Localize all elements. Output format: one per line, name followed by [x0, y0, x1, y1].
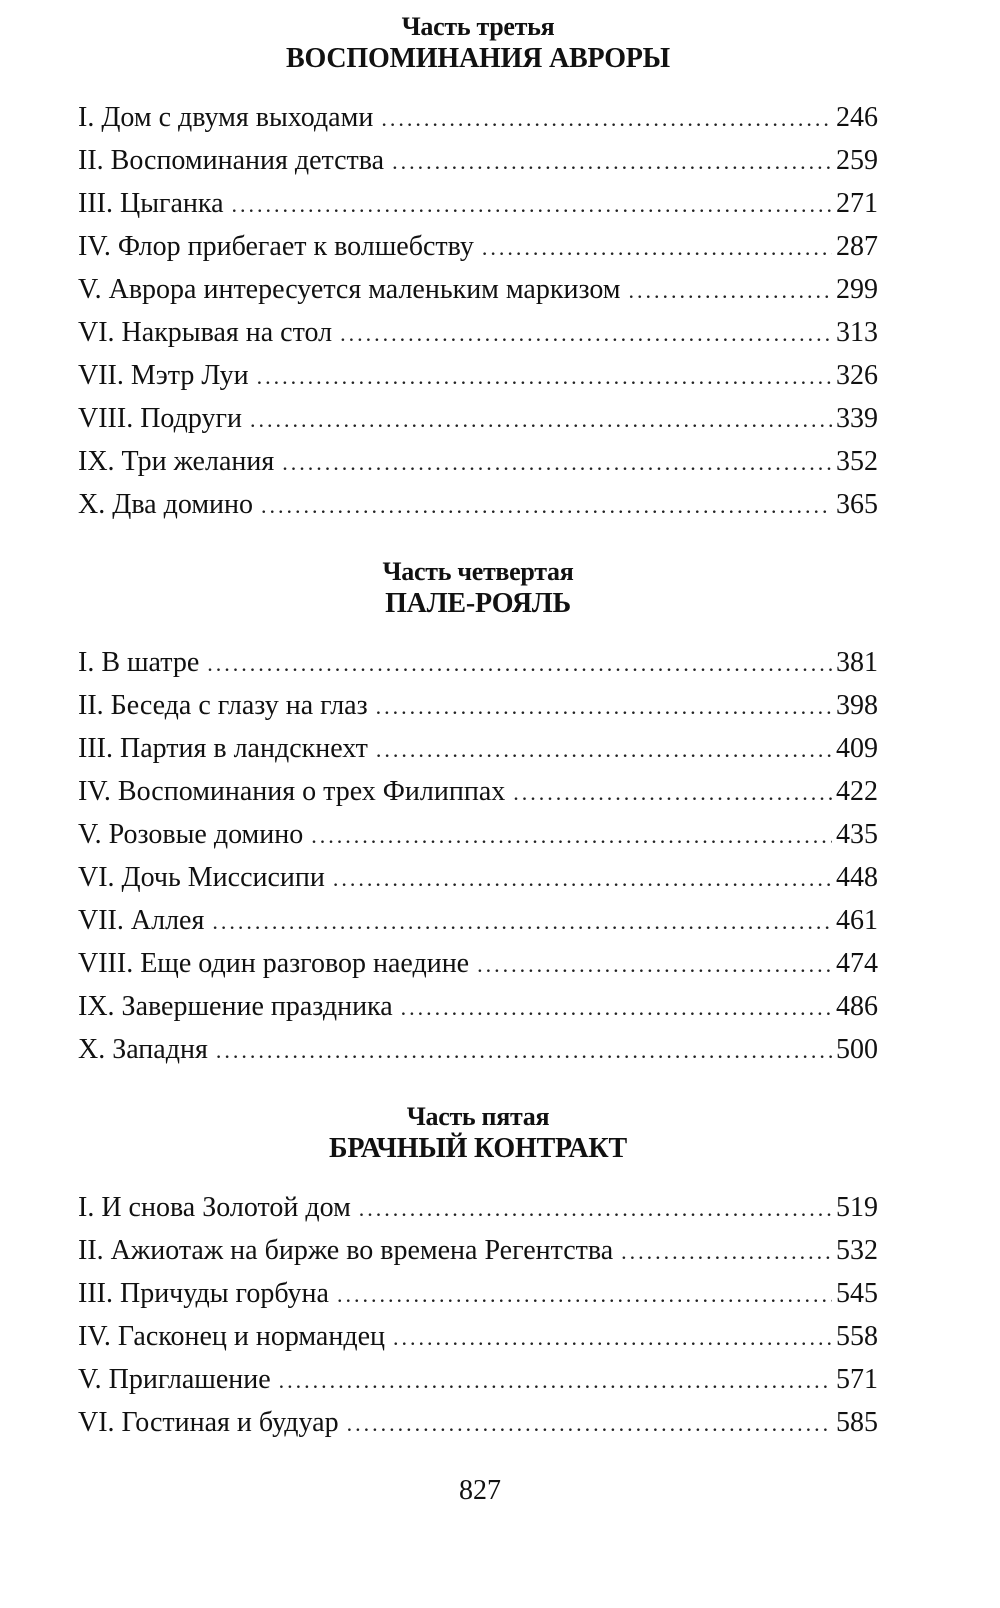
entry-title: II. Беседа с глазу на глаз	[78, 690, 368, 721]
entry-title: V. Аврора интересуется маленьким маркизом	[78, 274, 621, 305]
dot-leader	[381, 97, 832, 140]
toc-entry	[78, 684, 878, 727]
dot-leader	[207, 642, 832, 685]
entry-title: IX. Завершение праздника	[78, 991, 393, 1022]
page-folio-number: 827	[459, 1475, 501, 1506]
page-number: 398	[836, 690, 878, 721]
toc-entry	[78, 311, 878, 354]
entry-title: V. Приглашение	[78, 1364, 271, 1395]
dot-leader	[333, 857, 832, 900]
toc-entry	[78, 1028, 878, 1071]
dot-leader	[482, 226, 832, 269]
page-number: 545	[836, 1278, 878, 1309]
page-number: 313	[836, 317, 878, 348]
dot-leader	[212, 900, 832, 943]
page-number: 532	[836, 1235, 878, 1266]
entry-title: V. Розовые домино	[78, 819, 304, 850]
toc-entry	[78, 1229, 878, 1272]
entry-title: VII. Мэтр Луи	[78, 360, 249, 391]
dot-leader	[337, 1273, 832, 1316]
dot-leader	[311, 814, 832, 857]
toc-entry	[78, 641, 878, 684]
toc-entry	[78, 1186, 878, 1229]
entry-title: III. Причуды горбуна	[78, 1278, 329, 1309]
toc-list	[78, 641, 878, 1071]
dot-leader	[401, 986, 832, 1029]
part-title: ПАЛЕ-РОЯЛЬ	[385, 588, 571, 619]
page-number: 409	[836, 733, 878, 764]
entry-title: III. Партия в ландскнехт	[78, 733, 368, 764]
toc-list	[78, 96, 878, 526]
dot-leader	[513, 771, 832, 814]
toc-entry	[78, 1358, 878, 1401]
dot-leader	[282, 441, 832, 484]
entry-title: I. Дом с двумя выходами	[78, 102, 374, 133]
page-number: 287	[836, 231, 878, 262]
toc-entry	[78, 182, 878, 225]
toc-entry	[78, 139, 878, 182]
dot-leader	[250, 398, 832, 441]
toc-entry	[78, 354, 878, 397]
page-number: 339	[836, 403, 878, 434]
part-section	[78, 1102, 878, 1444]
entry-title: I. В шатре	[78, 647, 200, 678]
page-number: 365	[836, 489, 878, 520]
dot-leader	[261, 484, 832, 527]
toc-entry	[78, 483, 878, 526]
dot-leader	[629, 269, 832, 312]
toc-entry	[78, 899, 878, 942]
page-number: 571	[836, 1364, 878, 1395]
toc-entry	[78, 856, 878, 899]
entry-title: III. Цыганка	[78, 188, 224, 219]
page-number: 326	[836, 360, 878, 391]
page-number: 558	[836, 1321, 878, 1352]
entry-title: VIII. Еще один разговор наедине	[78, 948, 470, 979]
page-number: 352	[836, 446, 878, 477]
entry-title: IV. Гасконец и нормандец	[78, 1321, 386, 1352]
page-number: 435	[836, 819, 878, 850]
page-number: 519	[836, 1192, 878, 1223]
toc-entry	[78, 96, 878, 139]
part-title: ВОСПОМИНАНИЯ АВРОРЫ	[286, 43, 670, 74]
entry-title: X. Западня	[78, 1034, 208, 1065]
toc-entry	[78, 397, 878, 440]
entry-title: IV. Воспоминания о трех Филиппах	[78, 776, 506, 807]
page-number: 486	[836, 991, 878, 1022]
part-label: Часть пятая	[406, 1102, 550, 1131]
page-number: 448	[836, 862, 878, 893]
part-section	[78, 12, 878, 526]
dot-leader	[392, 140, 832, 183]
toc-entry	[78, 440, 878, 483]
entry-title: VI. Гостиная и будуар	[78, 1407, 339, 1438]
entry-title: II. Воспоминания детства	[78, 145, 385, 176]
dot-leader	[477, 943, 832, 986]
toc-entry	[78, 225, 878, 268]
dot-leader	[340, 312, 832, 355]
part-section	[78, 557, 878, 1071]
entry-title: VII. Аллея	[78, 905, 205, 936]
entry-title: VI. Накрывая на стол	[78, 317, 333, 348]
dot-leader	[376, 685, 832, 728]
page-number: 299	[836, 274, 878, 305]
page-number: 381	[836, 647, 878, 678]
toc-entry	[78, 770, 878, 813]
toc-entry	[78, 1401, 878, 1444]
dot-leader	[359, 1187, 832, 1230]
part-label: Часть четвертая	[382, 557, 574, 586]
dot-leader	[279, 1359, 832, 1402]
toc-entry	[78, 727, 878, 770]
page-number: 271	[836, 188, 878, 219]
page-number: 585	[836, 1407, 878, 1438]
part-title: БРАЧНЫЙ КОНТРАКТ	[329, 1133, 627, 1164]
dot-leader	[347, 1402, 832, 1445]
toc-list	[78, 1186, 878, 1444]
toc-entry	[78, 1272, 878, 1315]
entry-title: VIII. Подруги	[78, 403, 242, 434]
dot-leader	[621, 1230, 832, 1273]
dot-leader	[376, 728, 832, 771]
page-number: 500	[836, 1034, 878, 1065]
dot-leader	[393, 1316, 832, 1359]
entry-title: X. Два домино	[78, 489, 253, 520]
page-number: 259	[836, 145, 878, 176]
entry-title: VI. Дочь Миссисипи	[78, 862, 325, 893]
dot-leader	[257, 355, 832, 398]
entry-title: I. И снова Золотой дом	[78, 1192, 351, 1223]
page-number: 474	[836, 948, 878, 979]
toc-entry	[78, 813, 878, 856]
entry-title: IX. Три желания	[78, 446, 275, 477]
entry-title: II. Ажиотаж на бирже во времена Регентства	[78, 1235, 614, 1266]
dot-leader	[232, 183, 832, 226]
toc-entry	[78, 942, 878, 985]
toc-entry	[78, 1315, 878, 1358]
page-number: 422	[836, 776, 878, 807]
entry-title: IV. Флор прибегает к волшебству	[78, 231, 474, 262]
page-number: 246	[836, 102, 878, 133]
toc-entry	[78, 985, 878, 1028]
page-number: 461	[836, 905, 878, 936]
toc-entry	[78, 268, 878, 311]
dot-leader	[216, 1029, 832, 1072]
part-label: Часть третья	[401, 12, 555, 41]
